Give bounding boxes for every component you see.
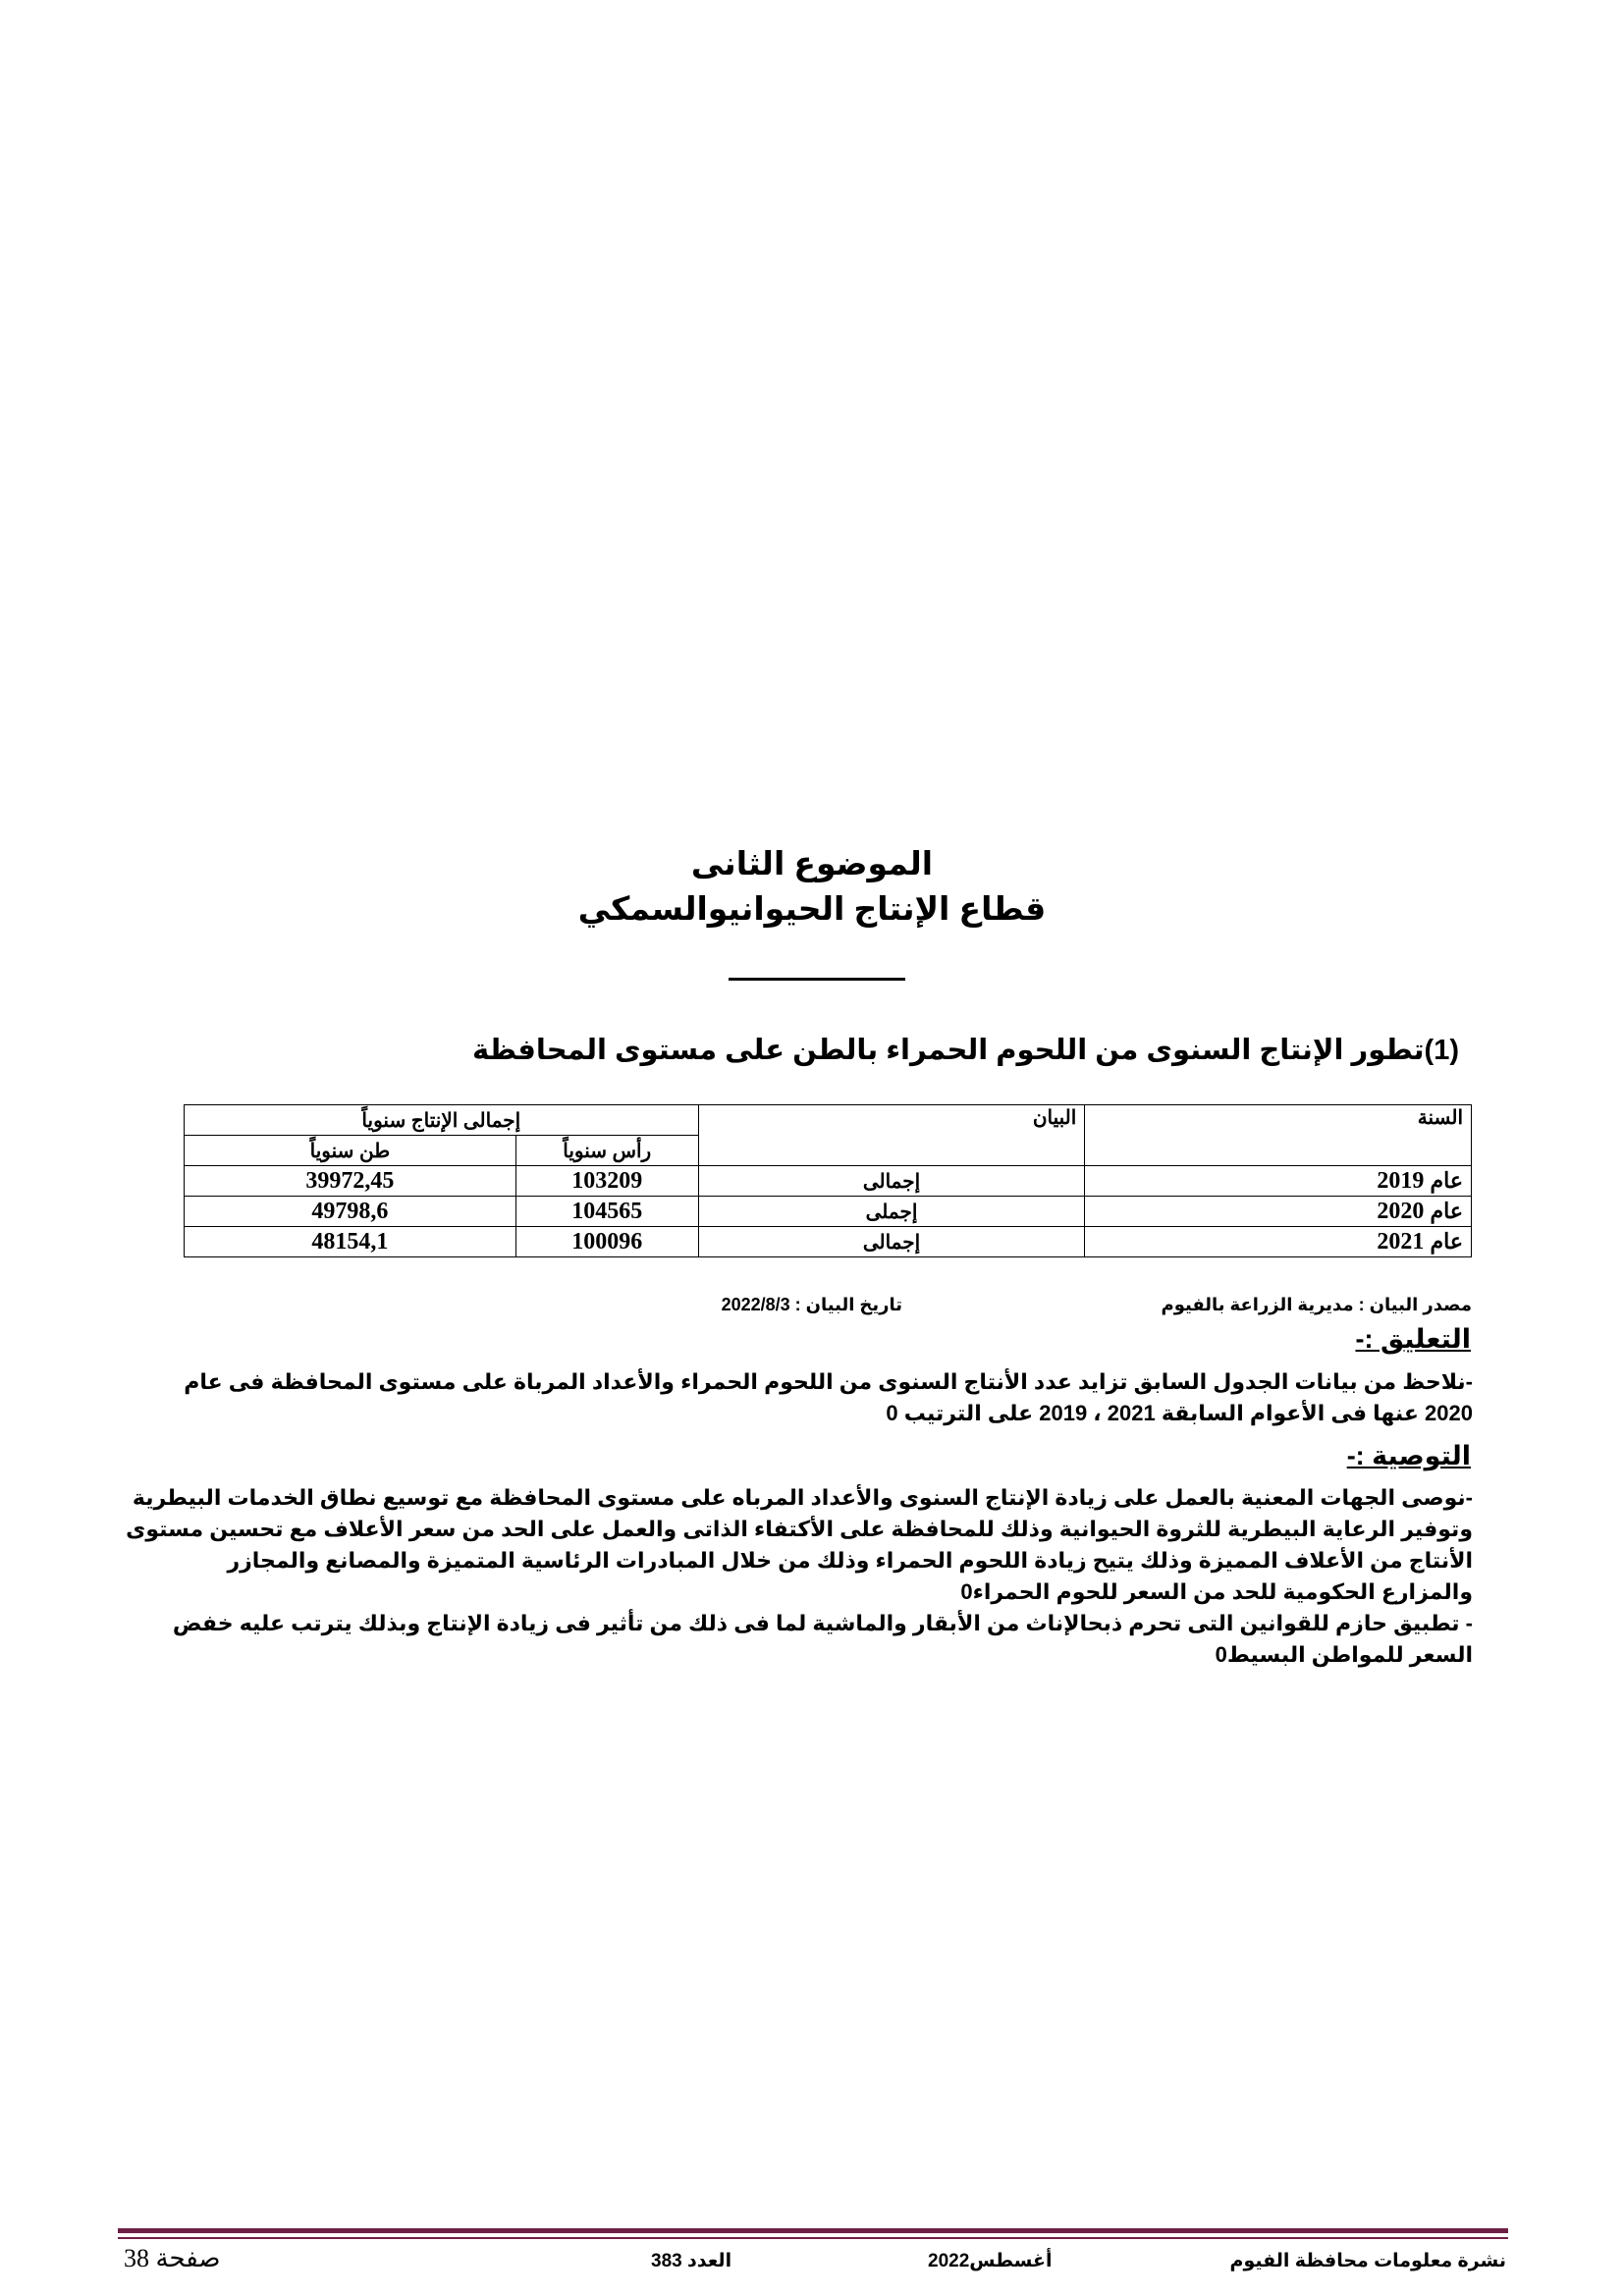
- cell-tons: 39972,45: [185, 1166, 516, 1197]
- table-row: [185, 1166, 1472, 1197]
- comment-heading: التعليق :-: [1355, 1324, 1471, 1354]
- recommendation-line: -نوصى الجهات المعنية بالعمل على زيادة الإنتاج السنوى والأعداد المرباه على مستوى المحافظة مع توسيع نطاق الخدمات البيطرية: [132, 1485, 1473, 1510]
- cell-year: عام 2020: [1085, 1197, 1472, 1227]
- comment-line: -نلاحظ من بيانات الجدول السابق تزايد عدد الأنتاج السنوى من اللحوم الحمراء والأعداد المرباة على مستوى المحافظة فى عام: [184, 1369, 1473, 1394]
- recommendation-line: الأنتاج من الأعلاف المميزة وذلك يتيح زيادة اللحوم الحمراء وذلك من خلال المبادرات الرئاسية المتميزة والمصانع والمجازر: [227, 1548, 1473, 1573]
- table-header-row: [185, 1105, 1472, 1136]
- header-total-production: إجمالى الإنتاج سنوياً: [185, 1105, 699, 1136]
- cell-heads: 100096: [515, 1227, 698, 1257]
- cell-tons: 49798,6: [185, 1197, 516, 1227]
- comment-body: [124, 1366, 1473, 1429]
- comment-line: 2020 عنها فى الأعوام السابقة 2021 ، 2019 على الترتيب 0: [886, 1401, 1473, 1425]
- table-row: [185, 1197, 1472, 1227]
- header-heads: رأس سنوياً: [515, 1136, 698, 1166]
- page-heading: [0, 841, 1624, 932]
- cell-year: عام 2021: [1085, 1227, 1472, 1257]
- cell-statement: إجمالى: [698, 1227, 1085, 1257]
- cell-year: عام 2019: [1085, 1166, 1472, 1197]
- source-text: مصدر البيان : مديرية الزراعة بالفيوم: [1161, 1295, 1472, 1314]
- header-statement: البيان: [698, 1105, 1085, 1166]
- cell-statement: إجملى: [698, 1197, 1085, 1227]
- cell-tons: 48154,1: [185, 1227, 516, 1257]
- footer-rule: [118, 2228, 1508, 2233]
- source-date: تاريخ البيان : 2022/8/3: [721, 1295, 902, 1314]
- recommendation-line: - تطبيق حازم للقوانين التى تحرم ذبحالإناث من الأبقار والماشية لما فى ذلك من تأثير فى زيادة الإنتاج وبذلك يترتب عليه خفض: [172, 1611, 1473, 1635]
- heading-sector: قطاع الإنتاج الحيوانيوالسمكي: [577, 890, 1047, 927]
- cell-statement: إجمالى: [698, 1166, 1085, 1197]
- recommendation-line: والمزارع الحكومية للحد من السعر للحوم الحمراء0: [960, 1579, 1473, 1604]
- cell-heads: 104565: [515, 1197, 698, 1227]
- footer-page-number: صفحة 38: [124, 2244, 221, 2272]
- recommendation-line: السعر للمواطن البسيط0: [1215, 1642, 1473, 1667]
- table-row: [185, 1227, 1472, 1257]
- recommendation-heading: التوصية :-: [1346, 1441, 1471, 1470]
- header-year: السنة: [1085, 1105, 1472, 1166]
- cell-heads: 103209: [515, 1166, 698, 1197]
- footer-rule-thin: [118, 2237, 1508, 2239]
- footer-publication: نشرة معلومات محافظة الفيوم: [1229, 2251, 1506, 2271]
- heading-divider: [729, 978, 905, 981]
- production-table: [184, 1104, 1472, 1257]
- footer-date: أغسطس2022: [928, 2251, 1053, 2271]
- heading-topic: الموضوع الثانى: [690, 845, 934, 881]
- header-tons: طن سنوياً: [185, 1136, 516, 1166]
- source-line: [184, 1295, 1472, 1315]
- table-caption: (1)تطور الإنتاج السنوى من اللحوم الحمراء بالطن على مستوى المحافظة: [472, 1035, 1459, 1066]
- footer-issue: العدد 383: [651, 2251, 732, 2271]
- recommendation-body: [124, 1482, 1473, 1671]
- recommendation-line: وتوفير الرعاية البيطرية للثروة الحيوانية وذلك للمحافظة على الأكتفاء الذاتى والعمل على الحد من سعر الأعلاف مع تحسين مستوى: [126, 1517, 1473, 1541]
